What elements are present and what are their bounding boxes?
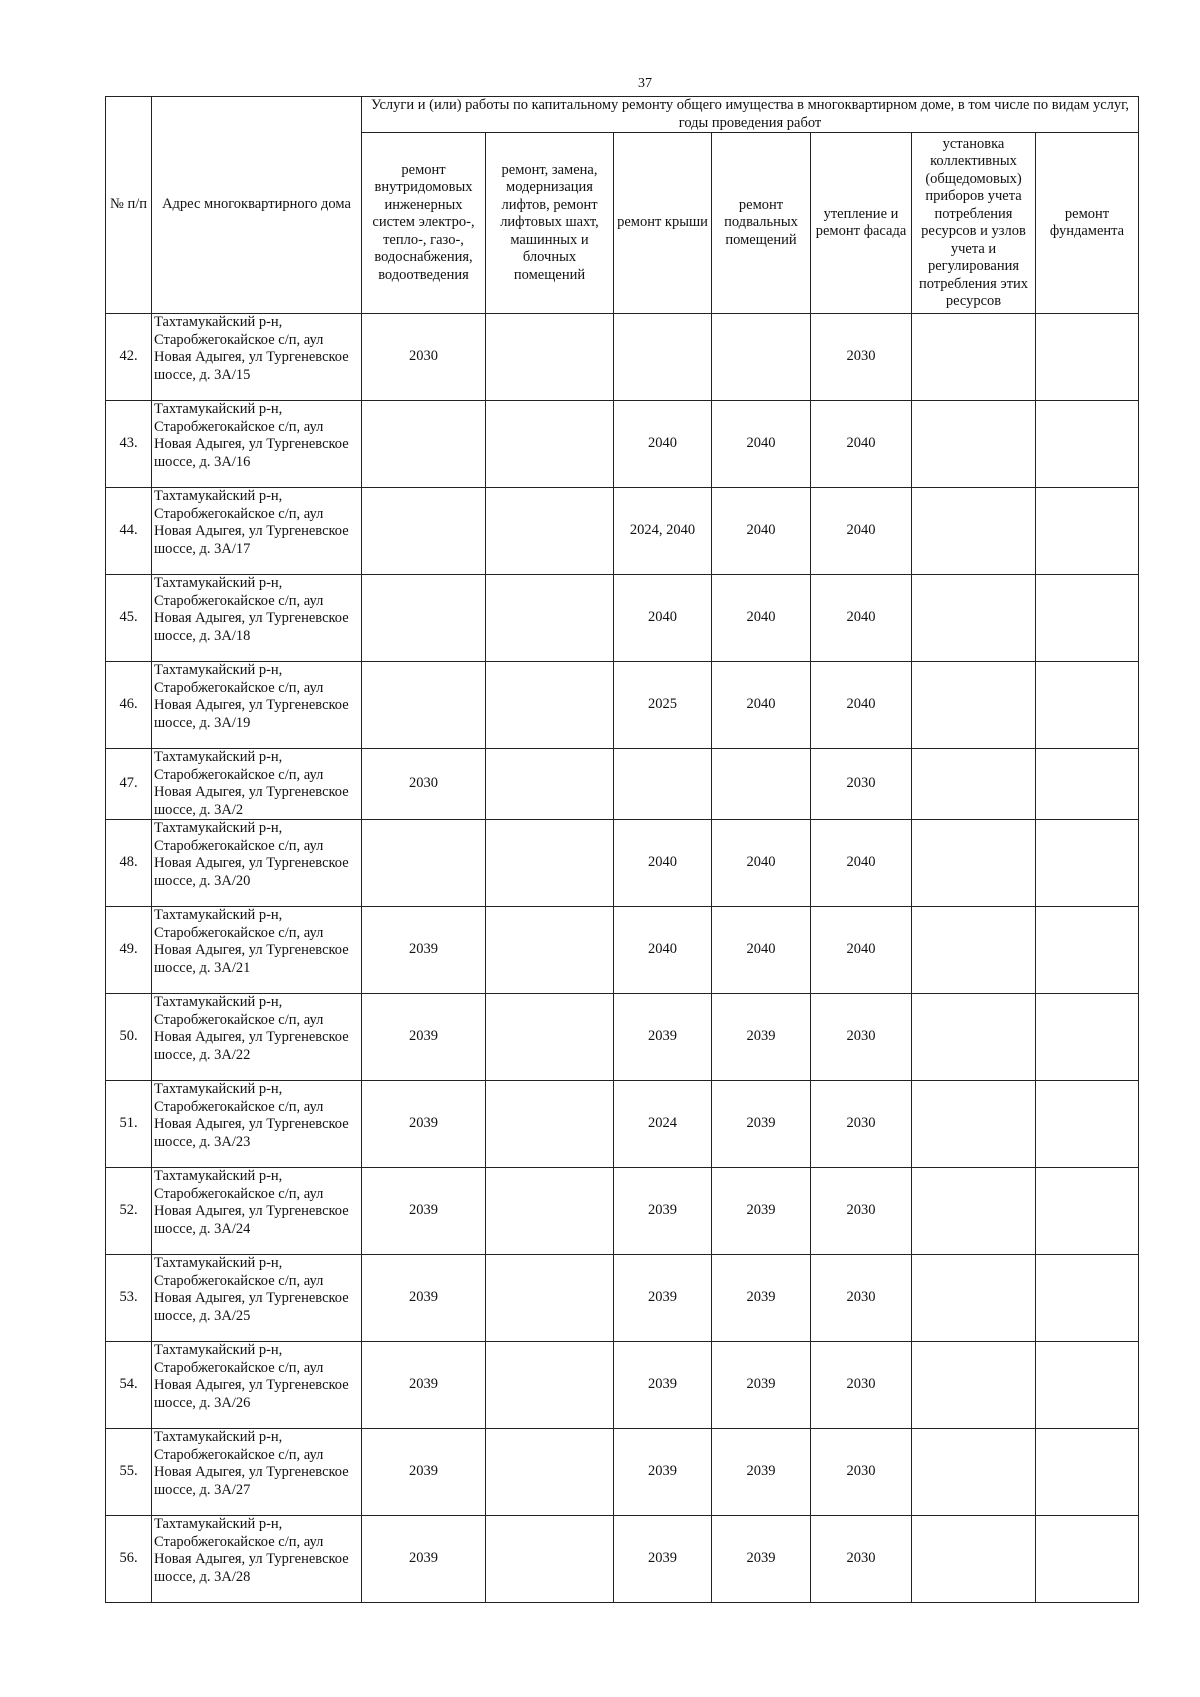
- cell-basement: 2039: [712, 1429, 811, 1516]
- row-number: 48.: [106, 820, 152, 907]
- row-number: 46.: [106, 662, 152, 749]
- row-address: Тахтамукайский р-н, Старобжегокайское с/п, аул Новая Адыгея, ул Тургеневское шоссе, д. 3А/21: [152, 907, 362, 994]
- cell-roof: 2039: [614, 994, 712, 1081]
- cell-meters: [912, 749, 1036, 820]
- cell-basement: 2040: [712, 575, 811, 662]
- cell-roof: 2039: [614, 1516, 712, 1603]
- cell-basement: 2039: [712, 1255, 811, 1342]
- row-number: 50.: [106, 994, 152, 1081]
- cell-engineering: [362, 488, 486, 575]
- cell-engineering: 2030: [362, 314, 486, 401]
- row-number: 51.: [106, 1081, 152, 1168]
- row-address: Тахтамукайский р-н, Старобжегокайское с/п, аул Новая Адыгея, ул Тургеневское шоссе, д. 3А/15: [152, 314, 362, 401]
- cell-meters: [912, 488, 1036, 575]
- header-col-foundation: ремонт фундамента: [1036, 133, 1139, 314]
- cell-roof: 2025: [614, 662, 712, 749]
- header-col-engineering: ремонт внутридомовых инженерных систем электро-, тепло-, газо-, водоснабжения, водоотведения: [362, 133, 486, 314]
- cell-basement: 2039: [712, 1081, 811, 1168]
- cell-roof: 2039: [614, 1255, 712, 1342]
- cell-facade: 2030: [811, 1516, 912, 1603]
- cell-roof: [614, 749, 712, 820]
- cell-elevators: [486, 401, 614, 488]
- cell-foundation: [1036, 1516, 1139, 1603]
- cell-foundation: [1036, 994, 1139, 1081]
- cell-elevators: [486, 749, 614, 820]
- row-number: 52.: [106, 1168, 152, 1255]
- cell-foundation: [1036, 488, 1139, 575]
- cell-meters: [912, 1255, 1036, 1342]
- cell-elevators: [486, 575, 614, 662]
- cell-meters: [912, 401, 1036, 488]
- table-row: [106, 488, 1139, 575]
- cell-foundation: [1036, 749, 1139, 820]
- cell-elevators: [486, 994, 614, 1081]
- cell-meters: [912, 820, 1036, 907]
- cell-roof: 2024: [614, 1081, 712, 1168]
- table-header: [106, 97, 1139, 314]
- cell-roof: 2040: [614, 907, 712, 994]
- cell-facade: 2040: [811, 662, 912, 749]
- row-number: 53.: [106, 1255, 152, 1342]
- cell-basement: 2039: [712, 1342, 811, 1429]
- cell-facade: 2040: [811, 401, 912, 488]
- cell-facade: 2030: [811, 1168, 912, 1255]
- cell-basement: 2040: [712, 907, 811, 994]
- header-col-meters: установка коллективных (общедомовых) приборов учета потребления ресурсов и узлов учета и регулирования потребления этих ресурсов: [912, 133, 1036, 314]
- cell-facade: 2040: [811, 820, 912, 907]
- row-address: Тахтамукайский р-н, Старобжегокайское с/п, аул Новая Адыгея, ул Тургеневское шоссе, д. 3А/22: [152, 994, 362, 1081]
- cell-meters: [912, 907, 1036, 994]
- cell-facade: 2030: [811, 314, 912, 401]
- cell-basement: 2039: [712, 1516, 811, 1603]
- row-address: Тахтамукайский р-н, Старобжегокайское с/п, аул Новая Адыгея, ул Тургеневское шоссе, д. 3А/26: [152, 1342, 362, 1429]
- cell-foundation: [1036, 401, 1139, 488]
- cell-basement: 2040: [712, 662, 811, 749]
- cell-basement: 2039: [712, 994, 811, 1081]
- cell-engineering: 2039: [362, 1081, 486, 1168]
- cell-facade: 2030: [811, 749, 912, 820]
- cell-roof: 2039: [614, 1168, 712, 1255]
- cell-elevators: [486, 1255, 614, 1342]
- row-address: Тахтамукайский р-н, Старобжегокайское с/п, аул Новая Адыгея, ул Тургеневское шоссе, д. 3А/28: [152, 1516, 362, 1603]
- cell-foundation: [1036, 1342, 1139, 1429]
- cell-facade: 2030: [811, 1081, 912, 1168]
- cell-engineering: [362, 662, 486, 749]
- header-col-basement: ремонт подвальных помещений: [712, 133, 811, 314]
- cell-roof: 2040: [614, 820, 712, 907]
- header-services-group: Услуги и (или) работы по капитальному ремонту общего имущества в многоквартирном доме, в том числе по видам услуг, годы проведения работ: [362, 97, 1139, 133]
- row-address: Тахтамукайский р-н, Старобжегокайское с/п, аул Новая Адыгея, ул Тургеневское шоссе, д. 3А/2: [152, 749, 362, 820]
- table-row: [106, 749, 1139, 820]
- cell-engineering: 2039: [362, 1342, 486, 1429]
- row-number: 56.: [106, 1516, 152, 1603]
- cell-engineering: 2039: [362, 994, 486, 1081]
- cell-meters: [912, 662, 1036, 749]
- row-number: 47.: [106, 749, 152, 820]
- cell-engineering: [362, 401, 486, 488]
- cell-elevators: [486, 314, 614, 401]
- row-address: Тахтамукайский р-н, Старобжегокайское с/п, аул Новая Адыгея, ул Тургеневское шоссе, д. 3А/19: [152, 662, 362, 749]
- row-number: 42.: [106, 314, 152, 401]
- header-num: № п/п: [106, 97, 152, 314]
- cell-meters: [912, 1081, 1036, 1168]
- cell-engineering: 2039: [362, 907, 486, 994]
- cell-roof: 2040: [614, 401, 712, 488]
- cell-meters: [912, 1168, 1036, 1255]
- row-address: Тахтамукайский р-н, Старобжегокайское с/п, аул Новая Адыгея, ул Тургеневское шоссе, д. 3А/27: [152, 1429, 362, 1516]
- table-row: [106, 820, 1139, 907]
- cell-facade: 2030: [811, 994, 912, 1081]
- cell-roof: 2040: [614, 575, 712, 662]
- cell-elevators: [486, 820, 614, 907]
- table-row: [106, 1081, 1139, 1168]
- cell-foundation: [1036, 1168, 1139, 1255]
- cell-elevators: [486, 1429, 614, 1516]
- row-address: Тахтамукайский р-н, Старобжегокайское с/п, аул Новая Адыгея, ул Тургеневское шоссе, д. 3А/24: [152, 1168, 362, 1255]
- cell-engineering: 2030: [362, 749, 486, 820]
- row-address: Тахтамукайский р-н, Старобжегокайское с/п, аул Новая Адыгея, ул Тургеневское шоссе, д. 3А/17: [152, 488, 362, 575]
- cell-foundation: [1036, 820, 1139, 907]
- row-address: Тахтамукайский р-н, Старобжегокайское с/п, аул Новая Адыгея, ул Тургеневское шоссе, д. 3А/23: [152, 1081, 362, 1168]
- cell-facade: 2030: [811, 1255, 912, 1342]
- row-number: 54.: [106, 1342, 152, 1429]
- row-address: Тахтамукайский р-н, Старобжегокайское с/п, аул Новая Адыгея, ул Тургеневское шоссе, д. 3А/16: [152, 401, 362, 488]
- header-col-elevators: ремонт, замена, модернизация лифтов, ремонт лифтовых шахт, машинных и блочных помещений: [486, 133, 614, 314]
- cell-facade: 2040: [811, 907, 912, 994]
- cell-foundation: [1036, 314, 1139, 401]
- row-number: 43.: [106, 401, 152, 488]
- cell-foundation: [1036, 662, 1139, 749]
- row-number: 55.: [106, 1429, 152, 1516]
- cell-roof: 2039: [614, 1342, 712, 1429]
- cell-facade: 2030: [811, 1342, 912, 1429]
- cell-roof: [614, 314, 712, 401]
- cell-elevators: [486, 1516, 614, 1603]
- row-number: 44.: [106, 488, 152, 575]
- page-number: 37: [638, 76, 652, 91]
- table-row: [106, 907, 1139, 994]
- cell-foundation: [1036, 575, 1139, 662]
- cell-facade: 2040: [811, 488, 912, 575]
- row-number: 45.: [106, 575, 152, 662]
- cell-foundation: [1036, 1429, 1139, 1516]
- cell-meters: [912, 994, 1036, 1081]
- cell-engineering: [362, 820, 486, 907]
- cell-engineering: 2039: [362, 1429, 486, 1516]
- cell-elevators: [486, 1342, 614, 1429]
- cell-basement: 2040: [712, 820, 811, 907]
- table-row: [106, 401, 1139, 488]
- cell-basement: 2039: [712, 1168, 811, 1255]
- table-row: [106, 1168, 1139, 1255]
- row-number: 49.: [106, 907, 152, 994]
- cell-basement: [712, 314, 811, 401]
- cell-meters: [912, 1516, 1036, 1603]
- table-row: [106, 994, 1139, 1081]
- table-row: [106, 662, 1139, 749]
- cell-basement: 2040: [712, 488, 811, 575]
- table-row: [106, 1516, 1139, 1603]
- cell-elevators: [486, 1168, 614, 1255]
- table-row: [106, 1255, 1139, 1342]
- cell-meters: [912, 575, 1036, 662]
- row-address: Тахтамукайский р-н, Старобжегокайское с/п, аул Новая Адыгея, ул Тургеневское шоссе, д. 3А/25: [152, 1255, 362, 1342]
- table-body: [106, 314, 1139, 1603]
- cell-engineering: 2039: [362, 1168, 486, 1255]
- cell-engineering: [362, 575, 486, 662]
- table-row: [106, 1342, 1139, 1429]
- cell-elevators: [486, 662, 614, 749]
- cell-engineering: 2039: [362, 1255, 486, 1342]
- cell-elevators: [486, 488, 614, 575]
- cell-facade: 2030: [811, 1429, 912, 1516]
- cell-meters: [912, 1342, 1036, 1429]
- cell-meters: [912, 1429, 1036, 1516]
- capital-repair-table: [105, 96, 1139, 1603]
- header-col-roof: ремонт крыши: [614, 133, 712, 314]
- cell-engineering: 2039: [362, 1516, 486, 1603]
- cell-elevators: [486, 907, 614, 994]
- cell-basement: 2040: [712, 401, 811, 488]
- cell-meters: [912, 314, 1036, 401]
- cell-elevators: [486, 1081, 614, 1168]
- cell-roof: 2039: [614, 1429, 712, 1516]
- cell-facade: 2040: [811, 575, 912, 662]
- table-row: [106, 314, 1139, 401]
- cell-foundation: [1036, 1255, 1139, 1342]
- cell-foundation: [1036, 907, 1139, 994]
- header-address: Адрес многоквартирного дома: [152, 97, 362, 314]
- table-row: [106, 575, 1139, 662]
- row-address: Тахтамукайский р-н, Старобжегокайское с/п, аул Новая Адыгея, ул Тургеневское шоссе, д. 3А/20: [152, 820, 362, 907]
- header-col-facade: утепление и ремонт фасада: [811, 133, 912, 314]
- cell-basement: [712, 749, 811, 820]
- row-address: Тахтамукайский р-н, Старобжегокайское с/п, аул Новая Адыгея, ул Тургеневское шоссе, д. 3А/18: [152, 575, 362, 662]
- table-row: [106, 1429, 1139, 1516]
- cell-foundation: [1036, 1081, 1139, 1168]
- cell-roof: 2024, 2040: [614, 488, 712, 575]
